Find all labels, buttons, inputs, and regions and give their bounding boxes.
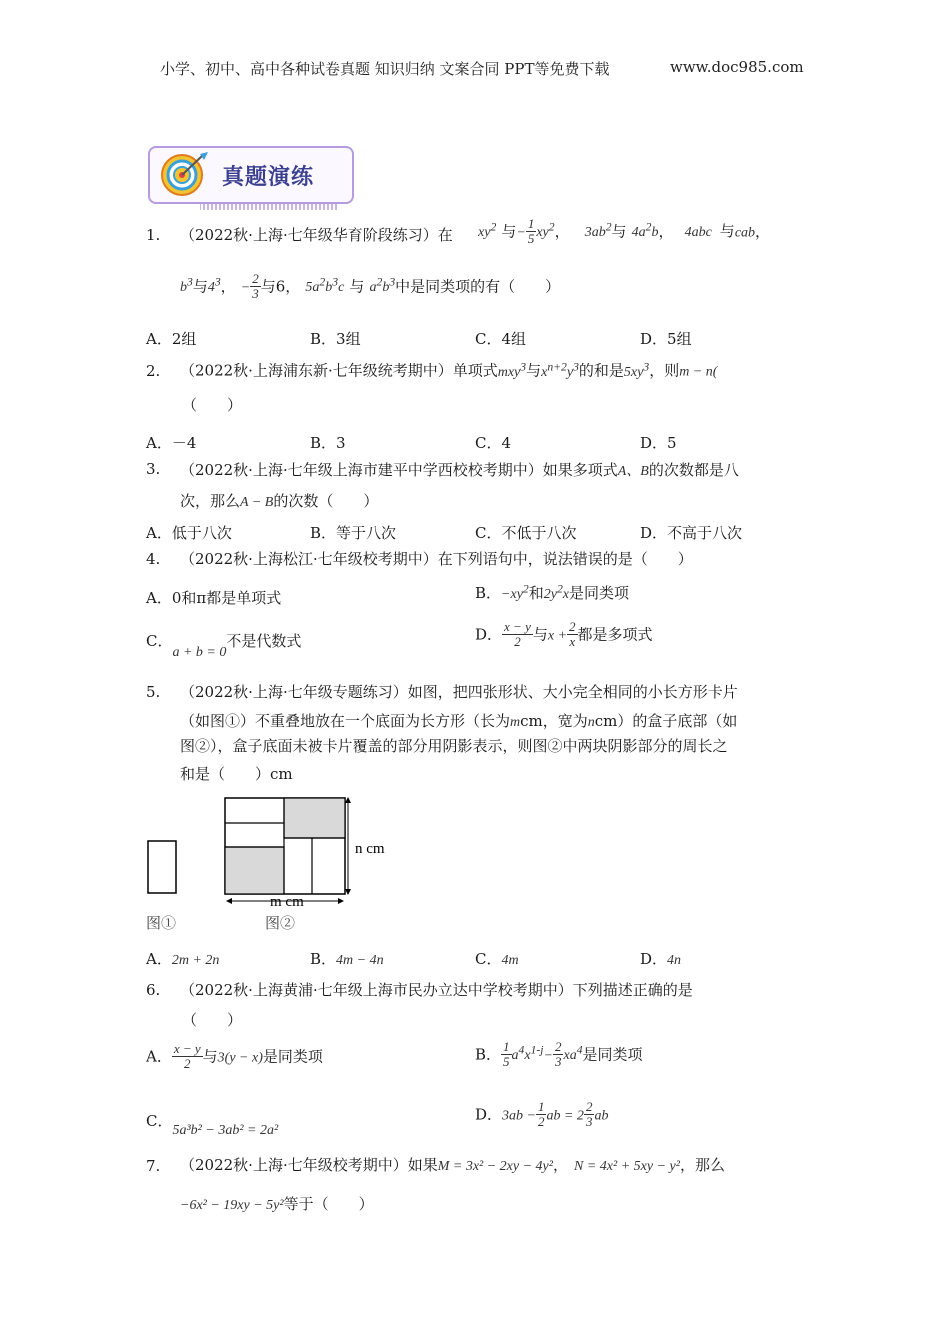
q4-option-c[interactable]: C．a + b = 0不是代数式: [146, 632, 302, 660]
fig2-label: 图②: [265, 916, 296, 932]
fig2-shade-bottom: [225, 847, 284, 894]
fig2-shade-top: [284, 798, 345, 838]
q1-option-d[interactable]: D．5组: [640, 330, 692, 348]
q7-line1: （2022秋·上海·七年级校考期中）如果M = 3x² − 2xy − 4y²， N = 4x² + 5xy − y²，那么: [180, 1156, 725, 1174]
header-right[interactable]: www.doc985.com: [670, 58, 804, 76]
q6-option-d[interactable]: D．3ab − $\frac{1}{2}$ ab = 2 $\frac{2}{3}$ ab: [475, 1099, 609, 1130]
q1-number: 1.: [146, 226, 161, 244]
q4-stem: （2022秋·上海松江·七年级校考期中）在下列语句中，说法错误的是（ ）: [180, 550, 693, 568]
q4-option-a[interactable]: A．0和π都是单项式: [146, 589, 282, 607]
banner-title: 真题演练: [222, 165, 315, 190]
q3-option-c[interactable]: C．不低于八次: [475, 524, 577, 542]
q3-option-b[interactable]: B．等于八次: [310, 524, 397, 542]
q5-line3: 图②），盒子底面未被卡片覆盖的部分用阴影表示，则图②中两块阴影部分的周长之: [180, 737, 728, 755]
q2-answer-paren: （ ）: [182, 396, 243, 414]
q1-option-a[interactable]: A．2组: [146, 330, 197, 348]
q2-stem: （2022秋·上海浦东新·七年级统考期中）单项式mxy$^3$与$x^{n+2}y^3$的和是$5xy^3$，则m − n(: [180, 360, 718, 380]
q5-number: 5.: [146, 683, 161, 701]
q6-stem: （2022秋·上海黄浦·七年级上海市民办立达中学校考期中）下列描述正确的是: [180, 981, 693, 999]
q6-answer-paren: （ ）: [182, 1011, 243, 1029]
q5-option-a[interactable]: A．2m + 2n: [146, 950, 220, 968]
q5-line4: 和是（ ）cm: [180, 765, 293, 783]
q3-option-d[interactable]: D．不高于八次: [640, 524, 743, 542]
q2-option-d[interactable]: D．5: [640, 434, 677, 452]
q6-option-c[interactable]: C．5a³b² − 3ab² = 2a²: [146, 1112, 279, 1138]
q3-line2: 次，那么A − B的次数（ ）: [180, 492, 379, 510]
fig2-mcm-label: m cm: [270, 894, 304, 910]
q1-option-c[interactable]: C．4组: [475, 330, 527, 348]
q5-line2: （如图①）不重叠地放在一个底面为长方形（长为mcm，宽为ncm）的盒子底部（如: [180, 712, 738, 730]
q4-option-d[interactable]: D． $\frac{x - y}{2}$ 与x + $\frac{2}{x}$ 都是多项式: [475, 619, 653, 650]
q3-line1: （2022秋·上海·七年级上海市建平中学西校校考期中）如果多项式A、B的次数都是八: [180, 461, 739, 479]
q2-number: 2.: [146, 362, 161, 380]
q7-line2: −6x² − 19xy − 5y²等于（ ）: [180, 1195, 374, 1213]
q2-option-a[interactable]: A．－4: [146, 434, 197, 452]
banner-underline: [200, 203, 340, 211]
q1-option-b[interactable]: B．3组: [310, 330, 361, 348]
q6-option-b[interactable]: B． $\frac{1}{5}$ $a^4x^{1-j}-$ $\frac{2}{3}$ $xa^4$是同类项: [475, 1039, 643, 1070]
q6-option-a[interactable]: A． $\frac{x - y}{2}$ 与3(y − x)是同类项: [146, 1041, 323, 1072]
q5-option-b[interactable]: B．4m − 4n: [310, 950, 384, 968]
q5-option-c[interactable]: C．4m: [475, 950, 519, 968]
q5-option-d[interactable]: D．4n: [640, 950, 682, 968]
q2-option-b[interactable]: B．3: [310, 434, 346, 452]
fig2-ncm-label: n cm: [355, 841, 385, 857]
target-icon: [156, 150, 212, 198]
q1-line2-math: $b^3$与$4^3$， − $\frac{2}{3}$ 与6， $5a^2b^3c$ 与 $a^2b^3$中是同类项的有（ ）: [180, 271, 561, 302]
q4-option-b[interactable]: B．$-xy^2$和$2y^2x$是同类项: [475, 582, 630, 602]
q3-number: 3.: [146, 460, 161, 478]
q2-option-c[interactable]: C．4: [475, 434, 512, 452]
q1-source: （2022秋·上海·七年级华育阶段练习）在: [180, 226, 453, 244]
q7-number: 7.: [146, 1157, 161, 1175]
fig1-card: [148, 841, 176, 893]
fig1-label: 图①: [146, 916, 177, 932]
q1-line1-math: $xy^2$ 与− $\frac{1}{5}$ $xy^2$， $3ab^2$与 $4a^2b$， 4abc 与cab，: [478, 216, 771, 247]
q5-figure: [140, 795, 400, 940]
header-left: 小学、初中、高中各种试卷真题 知识归纳 文案合同 PPT等免费下载: [160, 60, 610, 78]
q4-number: 4.: [146, 550, 161, 568]
q5-line1: （2022秋·上海·七年级专题练习）如图，把四张形状、大小完全相同的小长方形卡片: [180, 683, 738, 701]
q3-option-a[interactable]: A．低于八次: [146, 524, 232, 542]
q6-number: 6.: [146, 981, 161, 999]
